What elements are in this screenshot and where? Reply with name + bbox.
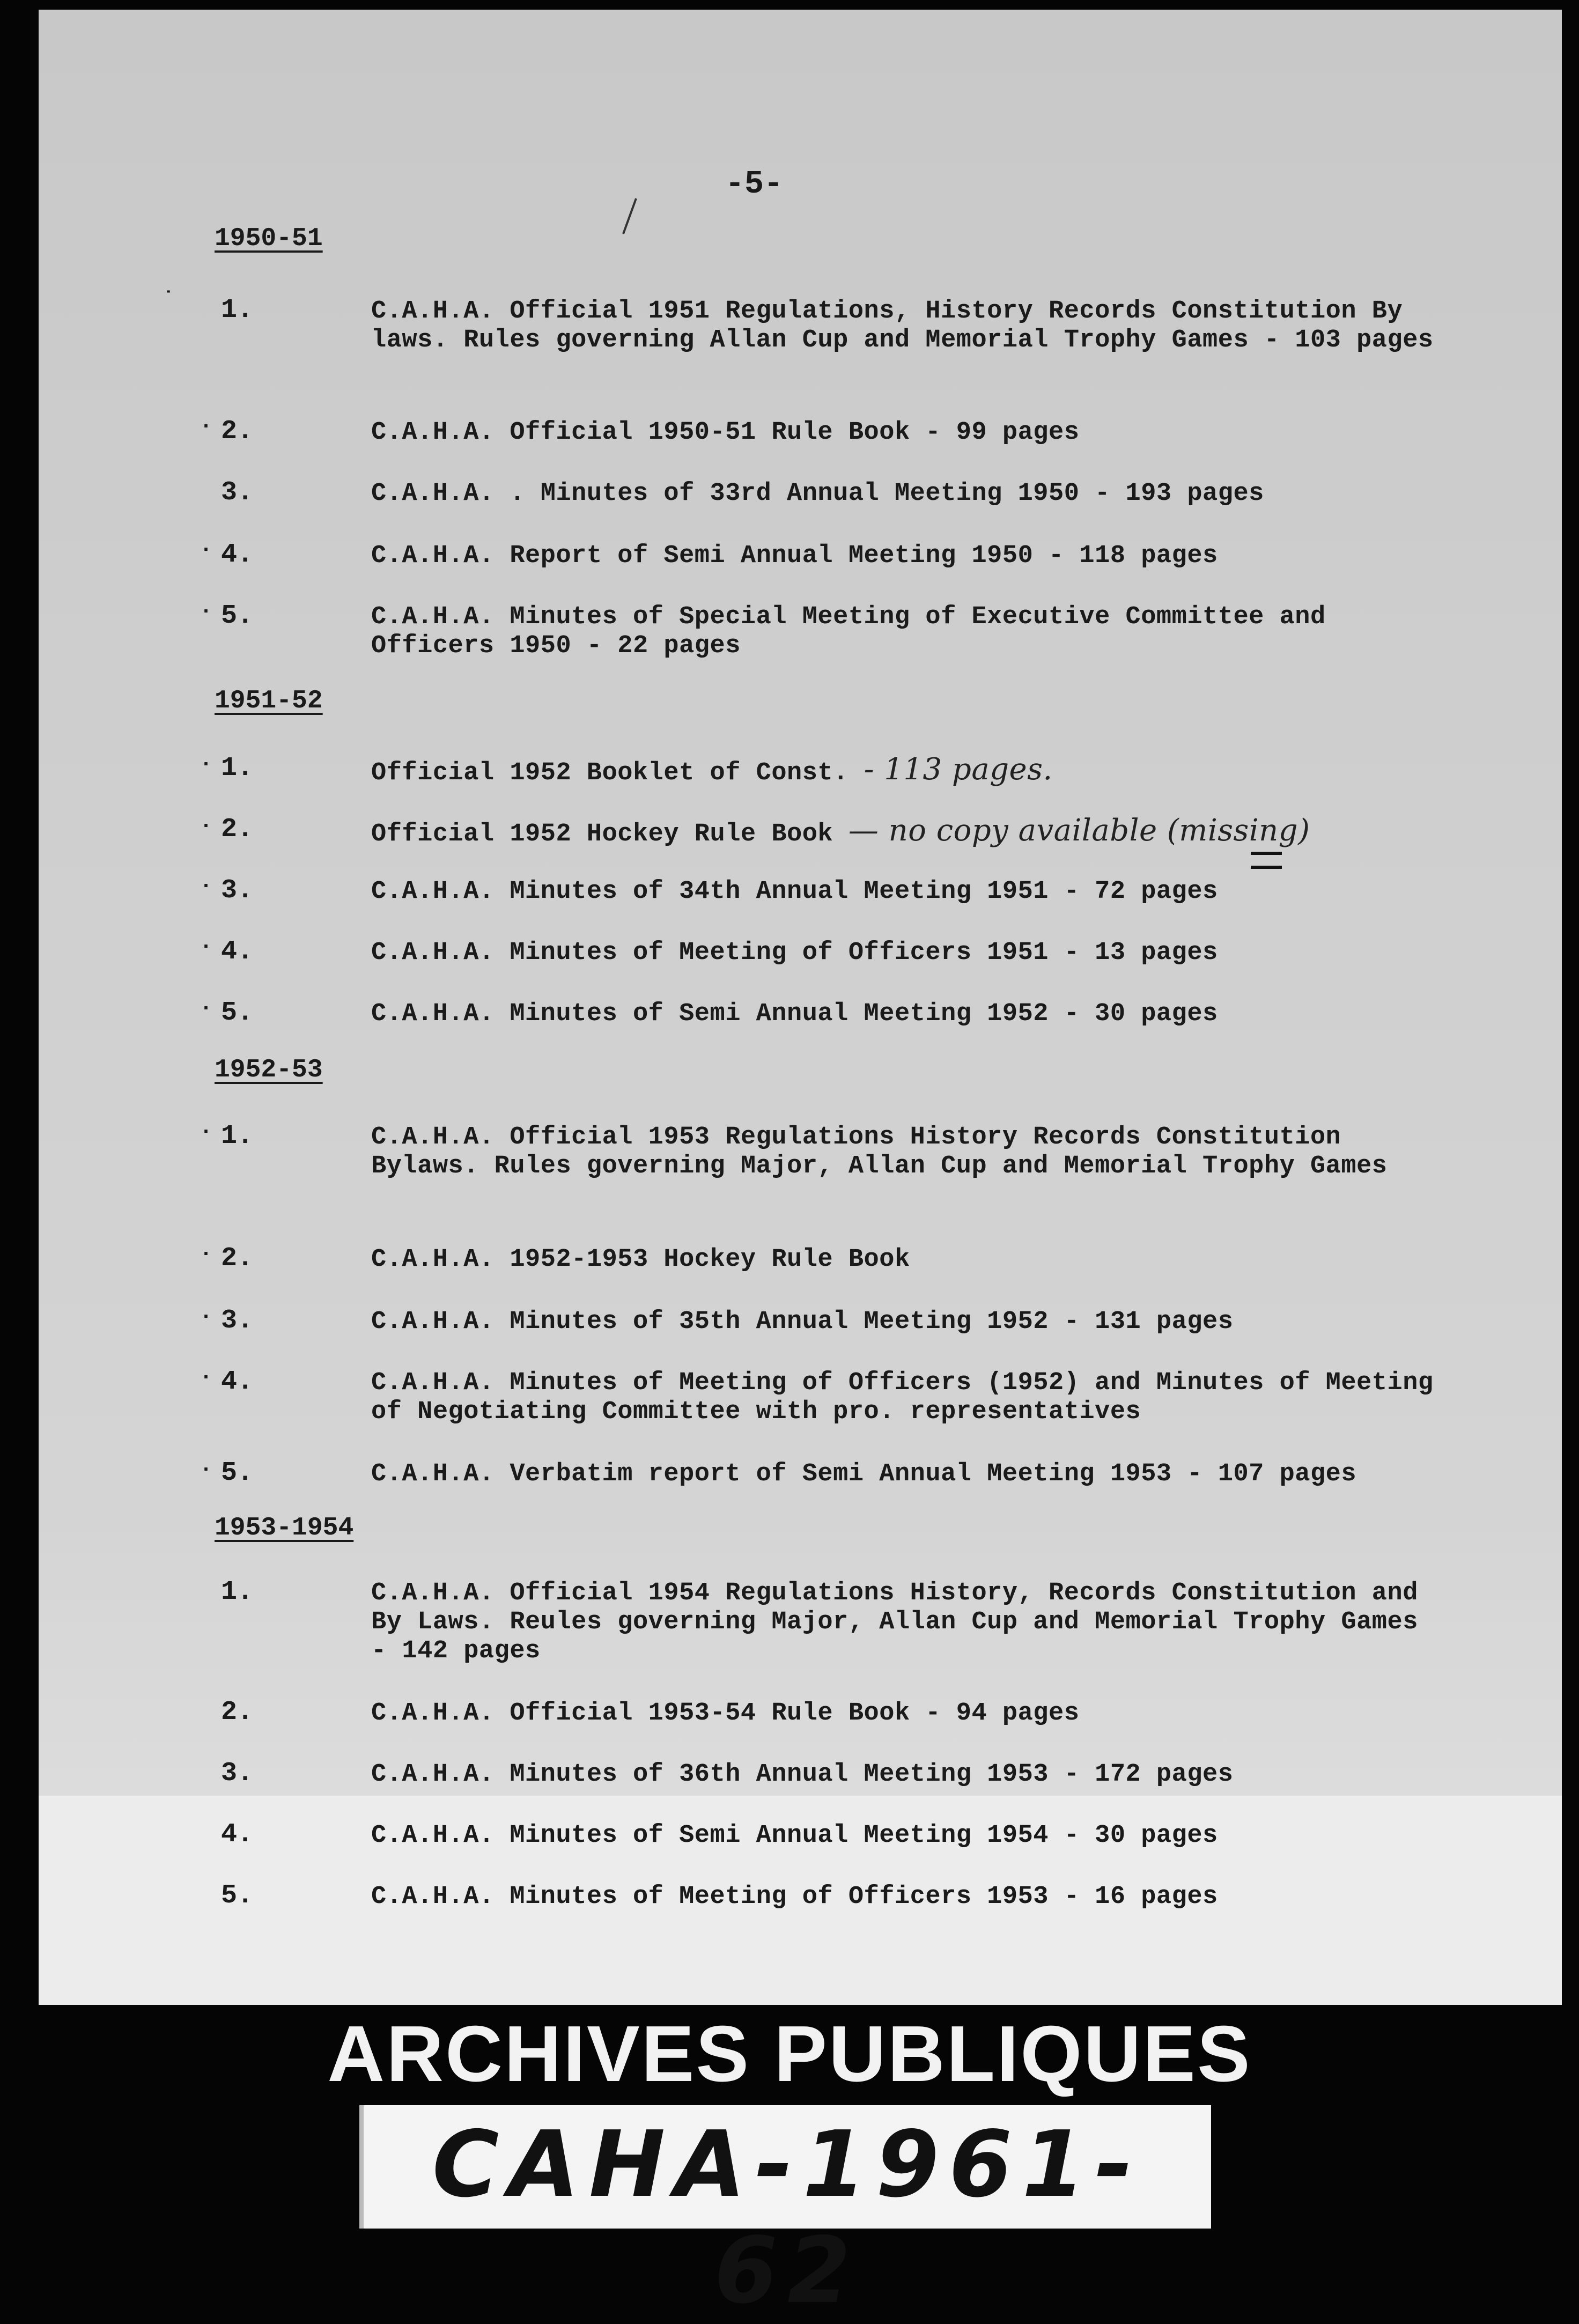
pen-mark <box>622 198 637 234</box>
list-item: C.A.H.A. Minutes of Meeting of Officers 1951 - 13 pages <box>371 939 1218 967</box>
margin-mark: · <box>200 600 213 624</box>
margin-mark: · <box>200 1366 213 1390</box>
list-item: C.A.H.A. Verbatim report of Semi Annual Meeting 1953 - 107 pages <box>371 1460 1357 1488</box>
list-item: C.A.H.A. Minutes of Semi Annual Meeting 1954 - 30 pages <box>371 1821 1218 1850</box>
margin-mark: · <box>200 935 213 959</box>
item-number: 3. <box>221 875 254 906</box>
list-item: C.A.H.A. Official 1953 Regulations History Records Constitution Bylaws. Rules governing Major, Allan Cup and Memorial Trophy Games <box>371 1123 1388 1181</box>
item-number: 3. <box>221 1758 254 1789</box>
item-number: 1. <box>221 295 254 326</box>
list-item: C.A.H.A. Official 1954 Regulations History, Records Constitution and By Laws. Reules governing Major, Allan Cup and Memorial Trophy Games - 142 pages <box>371 1579 1418 1665</box>
archive-stamp-reference: CAHA-1961-62 <box>432 2112 1143 2324</box>
list-item-text: Official 1952 Hockey Rule Book <box>371 820 833 849</box>
section-heading-1950-51: 1950-51 <box>215 224 323 253</box>
handwritten-note: - 113 pages. <box>864 752 1053 787</box>
margin-mark: · <box>200 874 213 898</box>
list-item: C.A.H.A. 1952-1953 Hockey Rule Book <box>371 1245 910 1274</box>
item-number: 1. <box>221 1121 254 1152</box>
item-number: 4. <box>221 936 254 967</box>
item-number: 5. <box>221 1458 254 1488</box>
list-item: C.A.H.A. Minutes of 34th Annual Meeting 1951 - 72 pages <box>371 877 1218 906</box>
list-item: C.A.H.A. Minutes of Special Meeting of Executive Committee and Officers 1950 - 22 pages <box>371 603 1326 660</box>
handwritten-note: — no copy available (missing) <box>848 813 1310 848</box>
section-heading-1953-1954: 1953-1954 <box>215 1514 354 1543</box>
margin-mark: · <box>200 415 213 439</box>
item-number: 3. <box>221 1305 254 1336</box>
list-item-text: Official 1952 Booklet of Const. <box>371 759 848 787</box>
item-number: 2. <box>221 1697 254 1728</box>
page-number: -5- <box>725 166 784 203</box>
item-number: 2. <box>221 1243 254 1274</box>
handwritten-double-underline <box>1251 852 1282 869</box>
list-item: C.A.H.A. Minutes of Meeting of Officers (1952) and Minutes of Meeting of Negotiating Committee with pro. representatives <box>371 1369 1434 1426</box>
margin-mark: · <box>200 997 213 1021</box>
list-item: C.A.H.A. Minutes of Meeting of Officers 1953 - 16 pages <box>371 1883 1218 1911</box>
item-number: 1. <box>221 753 254 784</box>
item-number: 5. <box>221 1880 254 1911</box>
list-item <box>371 813 1444 849</box>
list-item: C.A.H.A. Official 1950-51 Rule Book - 99 pages <box>371 418 1080 447</box>
section-heading-1951-52: 1951-52 <box>215 687 323 715</box>
archive-stamp-title: ARCHIVES PUBLIQUES <box>327 2010 1252 2098</box>
list-item: C.A.H.A. Minutes of 36th Annual Meeting 1953 - 172 pages <box>371 1760 1234 1789</box>
margin-mark: · <box>200 1458 213 1482</box>
document-sheet <box>39 10 1562 2005</box>
item-number: 4. <box>221 1819 254 1850</box>
list-item: C.A.H.A. Minutes of 35th Annual Meeting 1952 - 131 pages <box>371 1308 1234 1336</box>
item-number: 3. <box>221 477 254 508</box>
list-item: C.A.H.A. Minutes of Semi Annual Meeting 1952 - 30 pages <box>371 1000 1218 1028</box>
archive-stamp-box <box>359 2105 1211 2324</box>
margin-mark: · <box>200 538 213 562</box>
list-item: C.A.H.A. Official 1951 Regulations, History Records Constitution By laws. Rules governing Allan Cup and Memorial Trophy Games - 103 pages <box>371 297 1434 355</box>
item-number: 4. <box>221 540 254 570</box>
list-item: C.A.H.A. Report of Semi Annual Meeting 1950 - 118 pages <box>371 542 1218 570</box>
list-item <box>371 752 1444 788</box>
item-number: 1. <box>221 1577 254 1607</box>
margin-mark: ˙ <box>162 289 175 313</box>
document-body <box>39 10 1562 2005</box>
list-item: C.A.H.A. . Minutes of 33rd Annual Meeting 1950 - 193 pages <box>371 479 1264 508</box>
list-item: C.A.H.A. Official 1953-54 Rule Book - 94 pages <box>371 1699 1080 1728</box>
margin-mark: · <box>200 1242 213 1266</box>
margin-mark: · <box>200 1305 213 1329</box>
item-number: 5. <box>221 601 254 631</box>
margin-mark: · <box>200 814 213 838</box>
item-number: 2. <box>221 814 254 845</box>
margin-mark: · <box>200 752 213 777</box>
margin-mark: · <box>200 1120 213 1144</box>
item-number: 2. <box>221 416 254 447</box>
item-number: 5. <box>221 998 254 1028</box>
item-number: 4. <box>221 1367 254 1397</box>
section-heading-1952-53: 1952-53 <box>215 1056 323 1084</box>
